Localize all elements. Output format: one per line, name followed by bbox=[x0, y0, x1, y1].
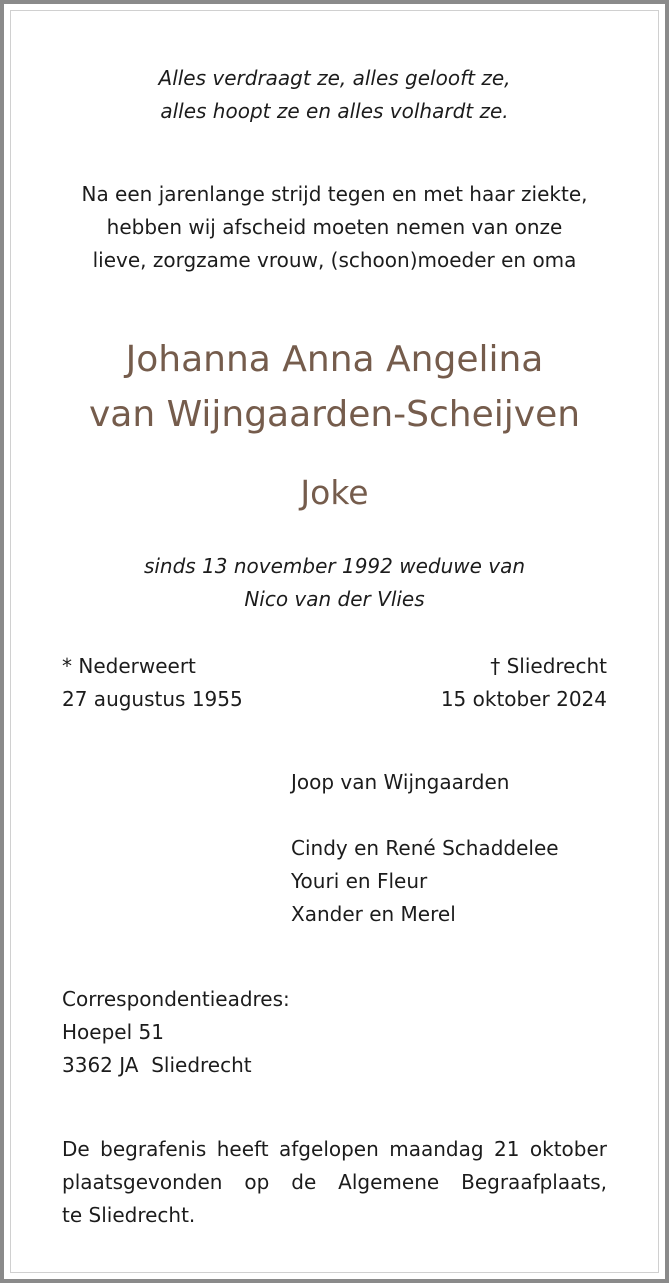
bible-quote bbox=[44, 62, 625, 128]
widow-line-2: Nico van der Vlies bbox=[244, 587, 425, 611]
name-line-2: van Wijngaarden-Scheijven bbox=[88, 394, 581, 435]
nickname: Joke bbox=[300, 473, 369, 512]
name-line-1: Johanna Anna Angelina bbox=[125, 339, 544, 380]
funeral-notice bbox=[62, 1133, 607, 1232]
death-date: 15 oktober 2024 bbox=[440, 687, 607, 711]
funeral-line-2: plaatsgevonden op de Algemene Begraafplaats, bbox=[62, 1170, 607, 1194]
funeral-line-3: te Sliedrecht. bbox=[62, 1203, 196, 1227]
intro-line-2: hebben wij afscheid moeten nemen van onze bbox=[106, 215, 563, 239]
family-spacer bbox=[291, 799, 559, 832]
address-city: 3362 JA Sliedrecht bbox=[62, 1053, 252, 1077]
funeral-line-1: De begrafenis heeft afgelopen maandag 21 oktober bbox=[62, 1137, 607, 1161]
death-info bbox=[441, 650, 607, 716]
family-list bbox=[291, 766, 559, 931]
quote-line-2: alles hoopt ze en alles volhardt ze. bbox=[160, 99, 509, 123]
family-grandchild-1: Youri en Fleur bbox=[291, 869, 428, 893]
address-label: Correspondentieadres: bbox=[62, 987, 290, 1011]
family-children: Cindy en René Schaddelee bbox=[291, 836, 559, 860]
intro-line-3: lieve, zorgzame vrouw, (schoon)moeder en oma bbox=[92, 248, 577, 272]
address-street: Hoepel 51 bbox=[62, 1020, 164, 1044]
widow-line-1: sinds 13 november 1992 weduwe van bbox=[143, 554, 526, 578]
correspondence-address bbox=[62, 983, 290, 1082]
death-place: † Sliedrecht bbox=[490, 654, 607, 678]
birth-info bbox=[62, 650, 243, 716]
widow-note bbox=[44, 550, 625, 616]
intro-line-1: Na een jarenlange strijd tegen en met haar ziekte, bbox=[81, 182, 588, 206]
family-grandchild-2: Xander en Merel bbox=[291, 902, 456, 926]
intro-text bbox=[44, 178, 625, 277]
family-spouse: Joop van Wijngaarden bbox=[291, 770, 510, 794]
birth-date: 27 augustus 1955 bbox=[62, 687, 243, 711]
quote-line-1: Alles verdraagt ze, alles gelooft ze, bbox=[158, 66, 511, 90]
birth-place: * Nederweert bbox=[62, 654, 196, 678]
deceased-name bbox=[44, 332, 625, 442]
